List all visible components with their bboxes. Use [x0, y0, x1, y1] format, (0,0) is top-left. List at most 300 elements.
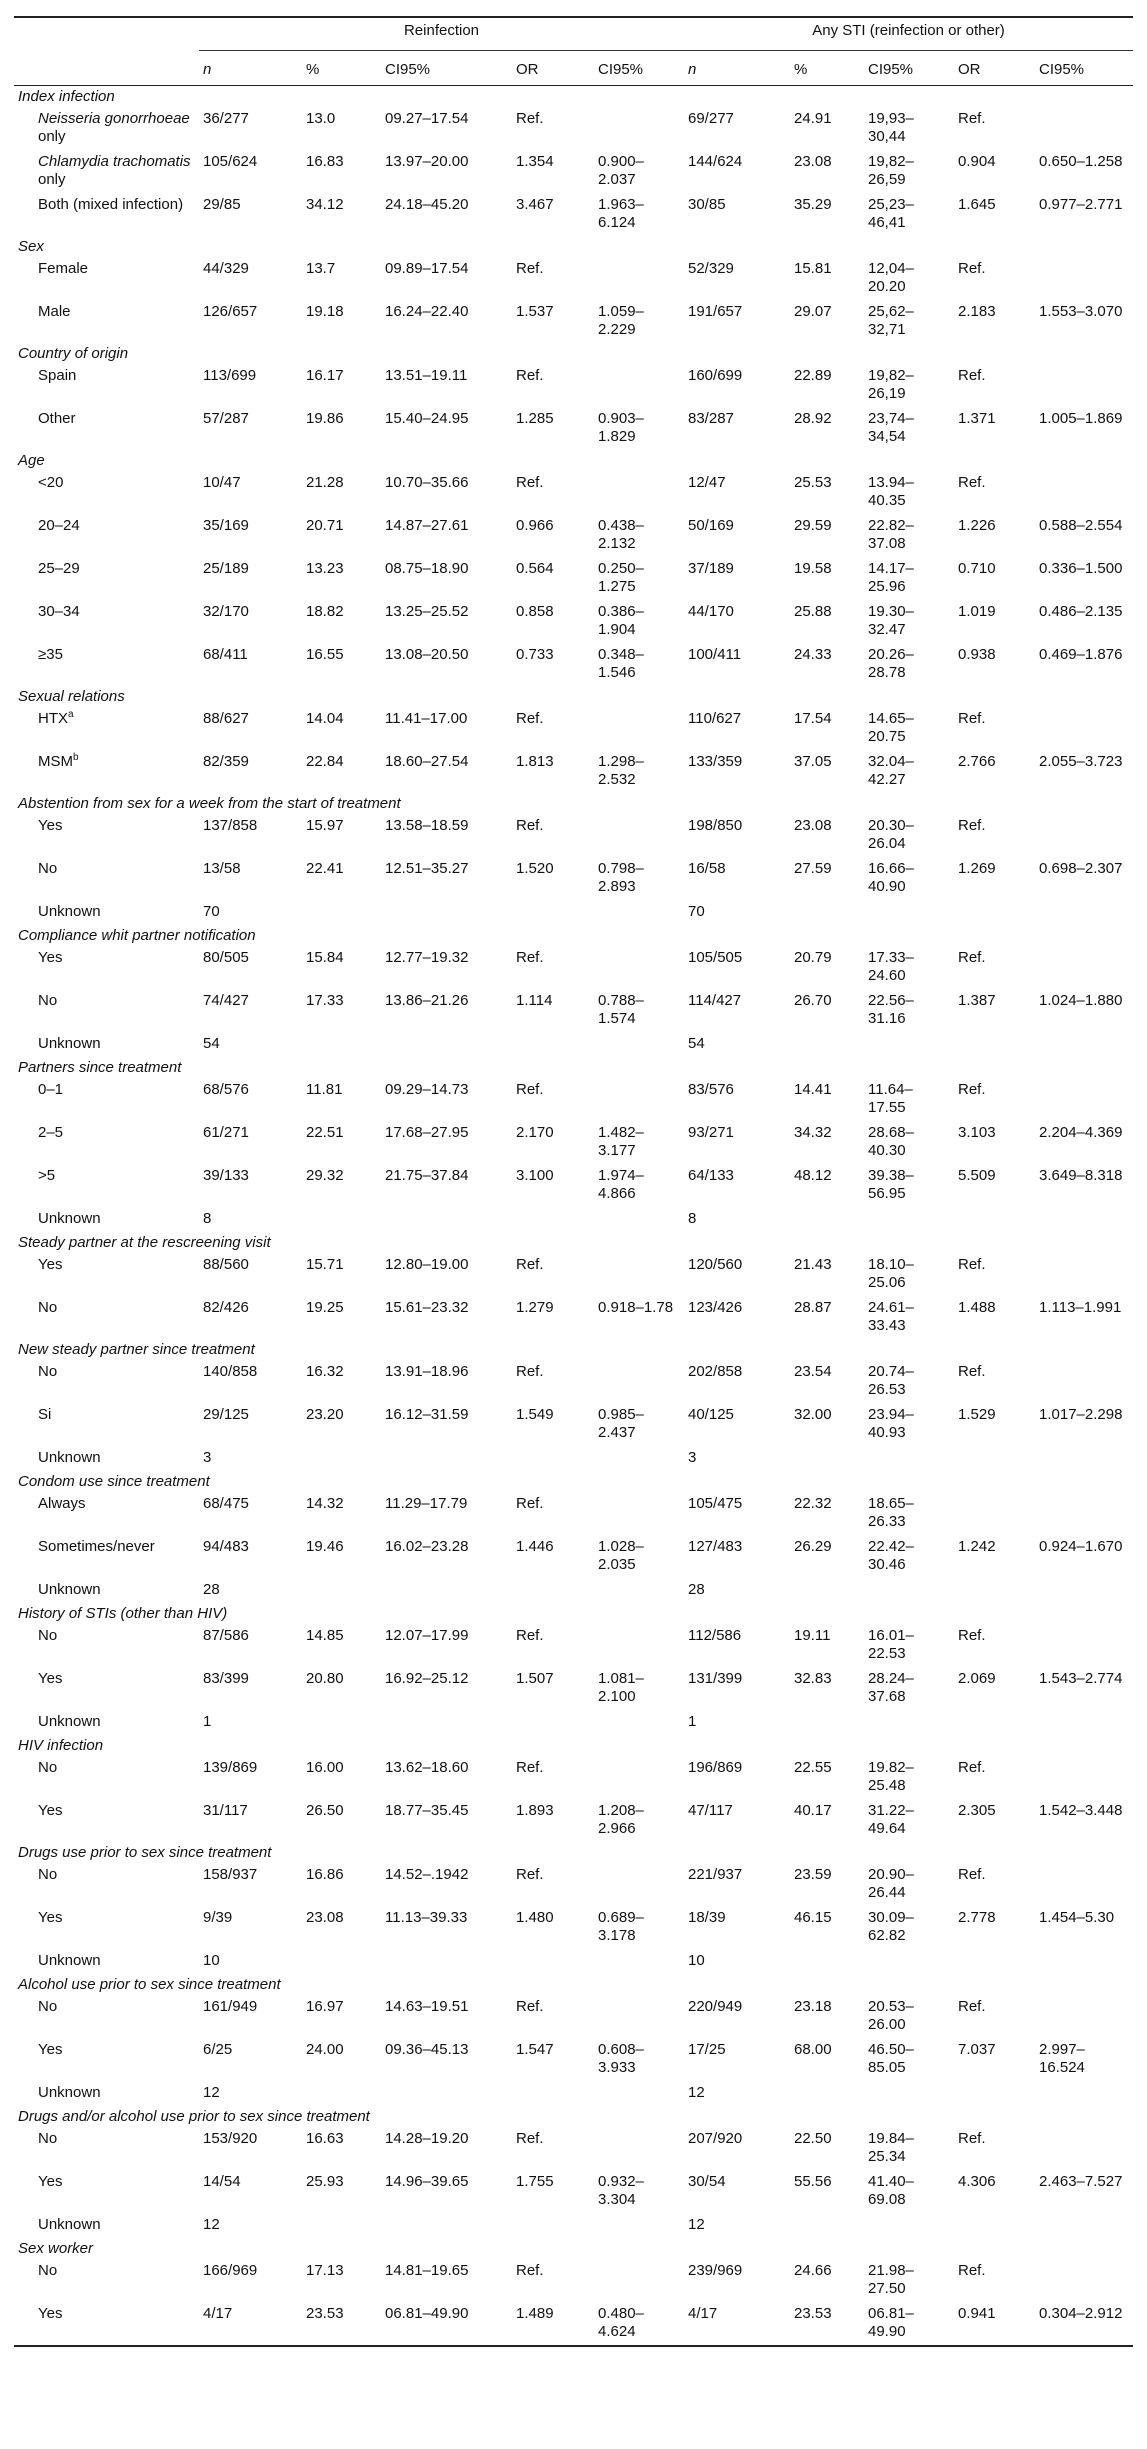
- footnote-marker: b: [73, 752, 79, 763]
- cell-any-ci: 23,74–34,54: [868, 410, 914, 445]
- row-label: [14, 1446, 199, 1471]
- cell-any-or-ci: 1.454–5.30: [1039, 1909, 1115, 1926]
- cell-any-or-ci: [1035, 900, 1133, 925]
- cell-reinf-or-ci: [594, 2213, 684, 2238]
- section-title: History of STIs (other than HIV): [18, 1605, 228, 1622]
- cell-reinf-or-ci: 0.788–1.574: [598, 992, 644, 1027]
- cell-any-or: 2.069: [958, 1670, 996, 1687]
- cell-reinf-or: [512, 1032, 594, 1057]
- cell-reinf-n: 74/427: [203, 992, 249, 1009]
- row-label: [14, 1799, 199, 1842]
- cell-any-or: 2.305: [958, 1802, 996, 1819]
- cell-any-n: 105/505: [688, 949, 743, 966]
- cell-any-n: 28: [688, 1581, 705, 1598]
- section-title: Sex worker: [18, 2240, 94, 2257]
- cell-any-or-ci: [1035, 1492, 1133, 1535]
- cell-reinf-percent: [302, 2213, 381, 2238]
- cell-reinf-ci: 17.68–27.95: [385, 1124, 469, 1141]
- cell-any-or: 1.371: [958, 410, 996, 427]
- cell-any-or-ci: 1.017–2.298: [1039, 1406, 1123, 1423]
- cell-reinf-ci: 09.36–45.13: [385, 2041, 469, 2058]
- cell-reinf-or: Ref.: [516, 1998, 544, 2015]
- cell-reinf-n: 105/624: [203, 153, 258, 170]
- cell-any-percent: 23.59: [794, 1866, 832, 1883]
- section-title: Abstention from sex for a week from the start of treatment: [18, 795, 401, 812]
- cell-reinf-or: 1.537: [516, 303, 554, 320]
- cell-reinf-percent: 18.82: [306, 603, 344, 620]
- cell-reinf-or: 1.480: [516, 1909, 554, 1926]
- section-title: Country of origin: [18, 345, 129, 362]
- cell-reinf-n: 31/117: [203, 1802, 248, 1819]
- row-label-text: ≥35: [38, 646, 63, 663]
- cell-any-percent: 35.29: [794, 196, 832, 213]
- header-label-col: [14, 51, 199, 86]
- cell-reinf-ci: 08.75–18.90: [385, 560, 469, 577]
- cell-reinf-percent: 14.32: [306, 1495, 344, 1512]
- row-label: [14, 857, 199, 900]
- cell-reinf-percent: [302, 2081, 381, 2106]
- cell-any-percent: 19.58: [794, 560, 832, 577]
- row-label: [14, 1121, 199, 1164]
- cell-any-ci: 06.81–49.90: [868, 2305, 914, 2340]
- cell-reinf-percent: 13.0: [306, 110, 336, 127]
- cell-reinf-n: 29/85: [203, 196, 241, 213]
- cell-reinf-percent: 20.80: [306, 1670, 344, 1687]
- cell-any-or: 1.269: [958, 860, 996, 877]
- cell-reinf-or: 0.858: [516, 603, 554, 620]
- cell-reinf-or: Ref.: [516, 1866, 544, 1883]
- cell-any-or: Ref.: [958, 2262, 986, 2279]
- cell-reinf-ci: 12.80–19.00: [385, 1256, 469, 1273]
- row-label: [14, 1078, 199, 1121]
- cell-any-or: 1.242: [958, 1538, 996, 1555]
- row-label: [14, 257, 199, 300]
- cell-reinf-or: [512, 1207, 594, 1232]
- cell-reinf-or-ci: 1.482–3.177: [598, 1124, 644, 1159]
- table-row: [14, 1906, 1133, 1949]
- cell-reinf-or-ci: [594, 1710, 684, 1735]
- cell-reinf-or-ci: [594, 1492, 684, 1535]
- row-label: [14, 946, 199, 989]
- cell-any-percent: 23.08: [794, 817, 832, 834]
- cell-any-or-ci: [1035, 107, 1133, 150]
- cell-reinf-or-ci: [594, 1578, 684, 1603]
- cell-any-percent: 15.81: [794, 260, 832, 277]
- row-label-text: Unknown: [38, 2084, 101, 2101]
- cell-reinf-n: 44/329: [203, 260, 249, 277]
- cell-any-n: 100/411: [688, 646, 742, 663]
- cell-reinf-or-ci: [594, 1253, 684, 1296]
- cell-any-n: 105/475: [688, 1495, 743, 1512]
- row-label: [14, 2170, 199, 2213]
- section-title: Partners since treatment: [18, 1059, 182, 1076]
- cell-any-or: 0.941: [958, 2305, 996, 2322]
- cell-any-or: Ref.: [958, 1363, 986, 1380]
- cell-reinf-or: Ref.: [516, 1363, 544, 1380]
- cell-any-or-ci: 1.543–2.774: [1039, 1670, 1123, 1687]
- cell-reinf-n: 88/627: [203, 710, 249, 727]
- cell-reinf-or-ci: [594, 2127, 684, 2170]
- table-row: [14, 2259, 1133, 2302]
- cell-reinf-percent: 19.46: [306, 1538, 344, 1555]
- cell-reinf-n: 126/657: [203, 303, 258, 320]
- cell-reinf-n: 8: [203, 1210, 212, 1227]
- cell-reinf-ci: 14.28–19.20: [385, 2130, 469, 2147]
- cell-any-or: [954, 1949, 1035, 1974]
- cell-any-or: 0.904: [958, 153, 996, 170]
- row-label-text: No: [38, 1299, 58, 1316]
- cell-reinf-n: 61/271: [203, 1124, 249, 1141]
- cell-reinf-n: 9/39: [203, 1909, 233, 1926]
- cell-reinf-ci: [381, 1578, 512, 1603]
- row-label-text: 20–24: [38, 517, 80, 534]
- header-col-percent: %: [794, 61, 808, 78]
- cell-reinf-or-ci: [594, 1207, 684, 1232]
- header-col-ci: CI95%: [385, 61, 431, 78]
- cell-any-or-ci: [1035, 1995, 1133, 2038]
- cell-reinf-or-ci: 1.059–2.229: [598, 303, 644, 338]
- cell-reinf-percent: 19.86: [306, 410, 344, 427]
- section-header: [14, 1842, 1133, 1863]
- row-label-text: 2–5: [38, 1124, 64, 1141]
- cell-any-or-ci: [1035, 946, 1133, 989]
- row-label: [14, 1624, 199, 1667]
- row-label-text: Always: [38, 1495, 86, 1512]
- cell-reinf-or-ci: 0.480–4.624: [598, 2305, 644, 2340]
- row-label: [14, 2302, 199, 2346]
- header-col-n: n: [203, 61, 212, 78]
- cell-any-ci: 24.61–33.43: [868, 1299, 914, 1334]
- cell-reinf-ci: 13.97–20.00: [385, 153, 469, 170]
- header-group-any-sti: Any STI (reinfection or other): [684, 17, 1133, 51]
- cell-reinf-percent: 16.97: [306, 1998, 344, 2015]
- row-label-text: Yes: [38, 1909, 63, 1926]
- cell-reinf-or: Ref.: [516, 710, 544, 727]
- cell-reinf-or: Ref.: [516, 1081, 544, 1098]
- cell-reinf-ci: 12.51–35.27: [385, 860, 469, 877]
- cell-any-or-ci: [1035, 1578, 1133, 1603]
- row-label-species: Neisseria gonorrhoeae: [38, 110, 190, 127]
- table-row: [14, 107, 1133, 150]
- cell-any-or: Ref.: [958, 1256, 986, 1273]
- cell-any-percent: 68.00: [794, 2041, 832, 2058]
- cell-any-ci: 12,04–20.20: [868, 260, 914, 295]
- cell-any-percent: 22.55: [794, 1759, 832, 1776]
- cell-reinf-ci: 11.29–17.79: [385, 1495, 468, 1512]
- row-label: [14, 1949, 199, 1974]
- cell-any-ci: 13.94–40.35: [868, 474, 914, 509]
- cell-any-ci: 28.68–40.30: [868, 1124, 914, 1159]
- cell-reinf-or: [512, 2081, 594, 2106]
- cell-reinf-or-ci: [594, 1949, 684, 1974]
- cell-reinf-or: 1.114: [516, 992, 553, 1009]
- cell-reinf-ci: 13.58–18.59: [385, 817, 469, 834]
- row-label-text: No: [38, 1998, 58, 2015]
- cell-reinf-or-ci: [594, 364, 684, 407]
- cell-any-ci: 11.64–17.55: [868, 1081, 913, 1116]
- row-label-text: MSM: [38, 753, 73, 770]
- cell-any-ci: 14.17–25.96: [868, 560, 914, 595]
- cell-any-ci: 16.66–40.90: [868, 860, 914, 895]
- row-label: Chlamydia trachomatis only: [38, 153, 191, 188]
- row-label-text: Yes: [38, 2173, 63, 2190]
- cell-reinf-n: 1: [203, 1713, 212, 1730]
- table-row: [14, 1949, 1133, 1974]
- footnote-marker: a: [68, 709, 74, 720]
- row-label-text: 30–34: [38, 603, 80, 620]
- table-row: [14, 900, 1133, 925]
- header-col-percent: %: [306, 61, 320, 78]
- table-row: [14, 1799, 1133, 1842]
- row-label: [14, 1253, 199, 1296]
- cell-reinf-percent: 19.25: [306, 1299, 344, 1316]
- cell-any-n: 202/858: [688, 1363, 743, 1380]
- cell-reinf-percent: 15.71: [306, 1256, 344, 1273]
- cell-reinf-n: 10/47: [203, 474, 241, 491]
- cell-reinf-ci: 14.63–19.51: [385, 1998, 469, 2015]
- cell-reinf-or: 1.520: [516, 860, 554, 877]
- cell-any-n: 10: [688, 1952, 705, 1969]
- cell-reinf-or-ci: [594, 1446, 684, 1471]
- section-header: [14, 343, 1133, 364]
- cell-any-percent: 22.32: [794, 1495, 832, 1512]
- cell-reinf-ci: 14.87–27.61: [385, 517, 469, 534]
- cell-any-n: 196/869: [688, 1759, 743, 1776]
- cell-any-n: 50/169: [688, 517, 734, 534]
- row-label-text: Si: [38, 1406, 52, 1423]
- row-label-text: No: [38, 2262, 58, 2279]
- cell-reinf-or: Ref.: [516, 367, 544, 384]
- cell-any-or-ci: 2.204–4.369: [1039, 1124, 1123, 1141]
- cell-any-or: [954, 1710, 1035, 1735]
- cell-reinf-or-ci: [594, 2081, 684, 2106]
- cell-reinf-or: 1.893: [516, 1802, 554, 1819]
- cell-reinf-percent: [302, 1032, 381, 1057]
- cell-reinf-ci: 13.25–25.52: [385, 603, 469, 620]
- cell-any-or-ci: [1035, 2127, 1133, 2170]
- cell-reinf-percent: 17.33: [306, 992, 344, 1009]
- table-row: [14, 1535, 1133, 1578]
- cell-reinf-percent: 16.55: [306, 646, 344, 663]
- cell-any-percent: [790, 2213, 864, 2238]
- cell-reinf-n: 54: [203, 1035, 220, 1052]
- cell-any-or: Ref.: [958, 949, 986, 966]
- cell-reinf-n: 94/483: [203, 1538, 249, 1555]
- cell-reinf-n: 29/125: [203, 1406, 249, 1423]
- header-group-reinfection: Reinfection: [199, 17, 684, 51]
- cell-reinf-n: 3: [203, 1449, 212, 1466]
- cell-any-or: 2.766: [958, 753, 996, 770]
- row-label: [14, 814, 199, 857]
- cell-reinf-percent: 14.85: [306, 1627, 344, 1644]
- cell-any-or-ci: [1035, 1624, 1133, 1667]
- cell-reinf-or: [512, 2213, 594, 2238]
- cell-any-or: 4.306: [958, 2173, 996, 2190]
- table-row: [14, 150, 1133, 193]
- row-label-text: Unknown: [38, 1035, 101, 1052]
- cell-any-or: 0.938: [958, 646, 996, 663]
- section-header: [14, 686, 1133, 707]
- cell-any-or-ci: 2.463–7.527: [1039, 2173, 1123, 2190]
- cell-reinf-n: 68/576: [203, 1081, 249, 1098]
- cell-any-n: 44/170: [688, 603, 734, 620]
- cell-any-n: 191/657: [688, 303, 743, 320]
- cell-any-n: 12: [688, 2084, 705, 2101]
- cell-any-ci: 14.65–20.75: [868, 710, 914, 745]
- cell-any-ci: 22.56–31.16: [868, 992, 914, 1027]
- cell-reinf-or: [512, 900, 594, 925]
- cell-reinf-ci: 16.02–23.28: [385, 1538, 469, 1555]
- results-table: [14, 16, 1133, 2347]
- row-label-text: Unknown: [38, 1210, 101, 1227]
- row-label: [14, 1995, 199, 2038]
- cell-reinf-or-ci: [594, 1624, 684, 1667]
- cell-reinf-n: 57/287: [203, 410, 249, 427]
- cell-any-ci: 31.22–49.64: [868, 1802, 914, 1837]
- cell-reinf-percent: 21.28: [306, 474, 344, 491]
- row-label-text: Female: [38, 260, 89, 277]
- row-label: [14, 2213, 199, 2238]
- cell-any-or: 2.183: [958, 303, 996, 320]
- table-row: [14, 1121, 1133, 1164]
- cell-any-percent: 48.12: [794, 1167, 832, 1184]
- cell-reinf-n: 80/505: [203, 949, 249, 966]
- cell-reinf-percent: 26.50: [306, 1802, 344, 1819]
- row-label-text: No: [38, 860, 58, 877]
- cell-any-percent: [790, 2081, 864, 2106]
- cell-any-n: 64/133: [688, 1167, 734, 1184]
- cell-any-n: 83/576: [688, 1081, 734, 1098]
- cell-any-or: Ref.: [958, 474, 986, 491]
- section-header: [14, 2106, 1133, 2127]
- cell-any-or-ci: [1035, 2081, 1133, 2106]
- cell-reinf-n: 82/426: [203, 1299, 249, 1316]
- cell-any-or-ci: 0.588–2.554: [1039, 517, 1123, 534]
- cell-reinf-n: 39/133: [203, 1167, 249, 1184]
- cell-reinf-or: Ref.: [516, 110, 544, 127]
- cell-reinf-ci: [381, 900, 512, 925]
- cell-any-percent: 23.54: [794, 1363, 832, 1380]
- table-row: [14, 1863, 1133, 1906]
- cell-any-or: Ref.: [958, 110, 986, 127]
- table-row: [14, 1710, 1133, 1735]
- cell-any-or-ci: 3.649–8.318: [1039, 1167, 1123, 1184]
- cell-reinf-ci: 12.07–17.99: [385, 1627, 469, 1644]
- row-label: [14, 364, 199, 407]
- cell-any-n: 70: [688, 903, 705, 920]
- cell-reinf-or: 0.564: [516, 560, 554, 577]
- cell-any-or: Ref.: [958, 1081, 986, 1098]
- row-label-text: No: [38, 1363, 58, 1380]
- cell-reinf-percent: 16.00: [306, 1759, 344, 1776]
- cell-reinf-or: [512, 1446, 594, 1471]
- cell-reinf-or-ci: [594, 107, 684, 150]
- cell-any-percent: [790, 900, 864, 925]
- cell-reinf-n: 32/170: [203, 603, 249, 620]
- cell-any-or-ci: [1035, 257, 1133, 300]
- cell-any-percent: [790, 1710, 864, 1735]
- cell-any-or: Ref.: [958, 1627, 986, 1644]
- cell-any-or-ci: 2.055–3.723: [1039, 753, 1123, 770]
- cell-any-or-ci: [1035, 471, 1133, 514]
- cell-reinf-or: 1.279: [516, 1299, 554, 1316]
- table-row: [14, 2081, 1133, 2106]
- cell-reinf-or-ci: [594, 707, 684, 750]
- table-row: [14, 1624, 1133, 1667]
- cell-any-percent: 37.05: [794, 753, 832, 770]
- cell-any-or-ci: 1.542–3.448: [1039, 1802, 1123, 1819]
- cell-any-or-ci: [1035, 2259, 1133, 2302]
- row-label-text: Both (mixed infection): [38, 196, 184, 213]
- row-label: [14, 1578, 199, 1603]
- table-row: [14, 471, 1133, 514]
- row-label-text: Spain: [38, 367, 77, 384]
- cell-reinf-or-ci: 1.208–2.966: [598, 1802, 644, 1837]
- cell-reinf-or-ci: 0.903–1.829: [598, 410, 644, 445]
- cell-any-ci: 19.30–32.47: [868, 603, 914, 638]
- cell-reinf-percent: 11.81: [306, 1081, 343, 1098]
- cell-reinf-percent: 16.63: [306, 2130, 344, 2147]
- cell-any-n: 110/627: [688, 710, 742, 727]
- cell-reinf-n: 158/937: [203, 1866, 258, 1883]
- cell-any-or-ci: [1035, 1446, 1133, 1471]
- table-row: [14, 2302, 1133, 2346]
- row-label-text: Yes: [38, 1256, 63, 1273]
- cell-any-n: 4/17: [688, 2305, 718, 2322]
- row-label-text: 0–1: [38, 1081, 64, 1098]
- cell-any-percent: 32.83: [794, 1670, 832, 1687]
- cell-reinf-n: 139/869: [203, 1759, 258, 1776]
- cell-reinf-n: 140/858: [203, 1363, 258, 1380]
- row-label: [14, 1032, 199, 1057]
- row-label: Neisseria gonorrhoeae only: [38, 110, 190, 145]
- cell-any-percent: 40.17: [794, 1802, 832, 1819]
- cell-any-n: 83/287: [688, 410, 734, 427]
- section-header: [14, 1339, 1133, 1360]
- cell-any-n: 133/359: [688, 753, 743, 770]
- cell-reinf-or: 2.170: [516, 1124, 554, 1141]
- cell-any-or-ci: 0.924–1.670: [1039, 1538, 1123, 1555]
- cell-reinf-percent: [302, 1446, 381, 1471]
- cell-any-ci: 18.10–25.06: [868, 1256, 914, 1291]
- row-label-text: Unknown: [38, 903, 101, 920]
- cell-reinf-ci: [381, 1207, 512, 1232]
- cell-any-n: 220/949: [688, 1998, 743, 2015]
- cell-reinf-ci: 13.51–19.11: [385, 367, 468, 384]
- section-title: Compliance whit partner notification: [18, 927, 256, 944]
- cell-any-percent: 28.87: [794, 1299, 832, 1316]
- cell-any-ci: 22.82–37.08: [868, 517, 914, 552]
- table-row: [14, 407, 1133, 450]
- cell-any-ci: 19,82–26,19: [868, 367, 914, 402]
- cell-any-ci: 20.53–26.00: [868, 1998, 914, 2033]
- cell-reinf-percent: 25.93: [306, 2173, 344, 2190]
- cell-any-or: 7.037: [958, 2041, 996, 2058]
- cell-reinf-or-ci: [594, 1032, 684, 1057]
- cell-any-n: 144/624: [688, 153, 743, 170]
- cell-any-percent: 29.59: [794, 517, 832, 534]
- cell-reinf-or: [512, 1710, 594, 1735]
- section-header: [14, 2238, 1133, 2259]
- cell-reinf-ci: 11.13–39.33: [385, 1909, 468, 1926]
- cell-reinf-ci: 09.27–17.54: [385, 110, 469, 127]
- cell-any-n: 54: [688, 1035, 705, 1052]
- cell-reinf-percent: 13.23: [306, 560, 344, 577]
- cell-reinf-or: Ref.: [516, 1627, 544, 1644]
- cell-reinf-percent: 29.32: [306, 1167, 344, 1184]
- cell-reinf-n: 83/399: [203, 1670, 249, 1687]
- cell-reinf-n: 12: [203, 2084, 220, 2101]
